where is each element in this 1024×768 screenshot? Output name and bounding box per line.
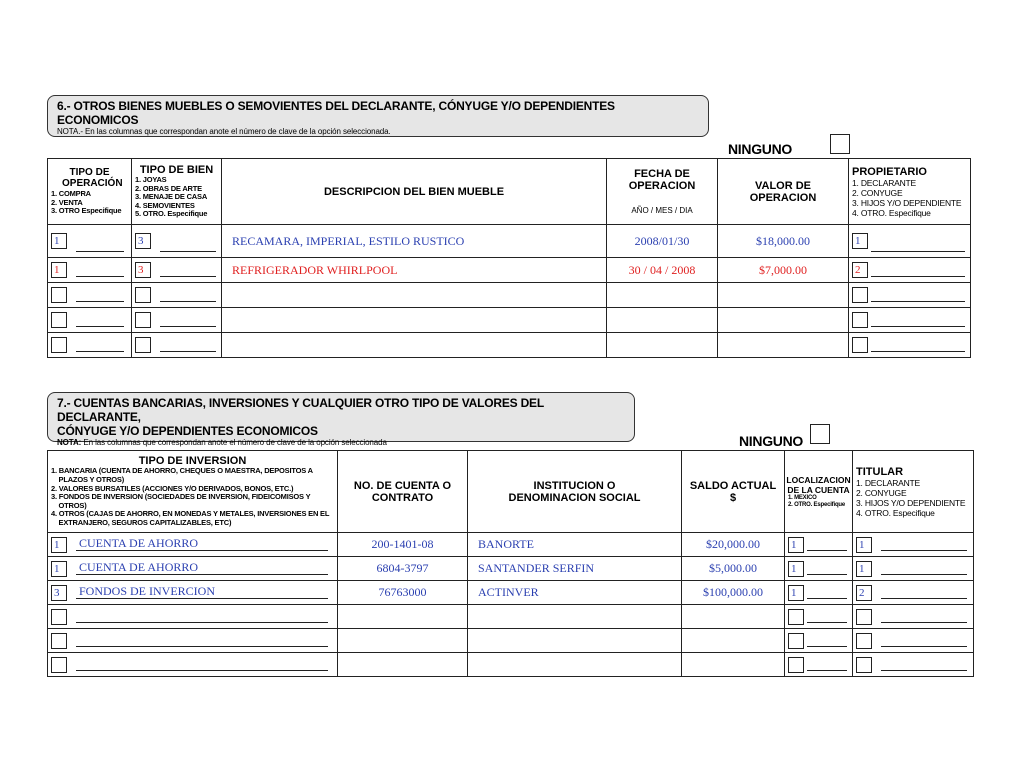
header-institucion [468,451,682,533]
propietario-opt-1: 1. DECLARANTE [852,177,917,188]
propietario-cell [849,333,971,358]
tipo-inversion-opt-3: 2. VALORES BURSATILES (ACCIONES Y/O DERIVADOS, BONOS, ETC.) [51,483,294,493]
tipo-inversion-checkbox[interactable] [51,633,67,649]
table-row [48,333,971,358]
propietario-checkbox[interactable]: 2 [852,262,868,278]
localizacion-cell [785,533,853,557]
tipo-operacion-checkbox-line [76,301,124,302]
descripcion-value: REFRIGERADOR WHIRLPOOL [232,262,398,277]
table-row [48,629,974,653]
titular-checkbox-line [881,598,967,599]
localizacion-cell [785,629,853,653]
institucion-value: BANORTE [478,537,534,551]
localizacion-checkbox-line [807,574,847,575]
tipo-bien-opt-5: 5. OTRO. Especifique [135,209,208,219]
tipo-inversion-cell [48,653,338,677]
propietario-opt-3: 3. HIJOS Y/O DEPENDIENTE [852,197,962,208]
header-institucion-title: INSTITUCION O DENOMINACION SOCIAL [508,479,641,504]
localizacion-cell [785,557,853,581]
tipo-inversion-opt-1: 1. BANCARIA (CUENTA DE AHORRO, CHEQUES O MAESTRA, DEPOSITOS A [51,466,313,476]
titular-cell [853,653,974,677]
tipo-operacion-checkbox-line [76,276,124,277]
titular-checkbox[interactable] [856,657,872,673]
header-tipo-bien [132,159,222,225]
saldo-cell [682,581,785,605]
fecha-cell [607,225,718,258]
tipo-inversion-checkbox-line [76,646,328,647]
tipo-operacion-opt-2: 2. VENTA [51,197,83,207]
fecha-cell [607,308,718,333]
cuenta-cell [338,653,468,677]
table-row [48,581,974,605]
propietario-checkbox[interactable] [852,312,868,328]
titular-checkbox[interactable]: 1 [856,537,872,553]
header-cuenta-title: NO. DE CUENTA O CONTRATO [353,479,452,504]
titular-opt-3: 3. HIJOS Y/O DEPENDIENTE [856,497,966,508]
header-fecha-sub: AÑO / MES / DIA [631,206,693,215]
tipo-inversion-checkbox[interactable] [51,657,67,673]
localizacion-checkbox-line [807,598,847,599]
tipo-inversion-checkbox[interactable] [51,609,67,625]
descripcion-cell [222,225,607,258]
descripcion-value: RECAMARA, IMPERIAL, ESTILO RUSTICO [232,233,465,248]
header-tipo-inversion-title: TIPO DE INVERSION [138,455,247,468]
tipo-bien-checkbox-line [160,351,216,352]
valor-cell [718,333,849,358]
tipo-inversion-cell [48,629,338,653]
propietario-checkbox-line [871,301,965,302]
tipo-bien-checkbox-line [160,251,216,252]
tipo-inversion-opt-2: PLAZOS Y OTROS) [51,475,125,485]
cuenta-value: 76763000 [378,585,427,599]
tipo-operacion-checkbox[interactable]: 1 [51,262,67,278]
saldo-cell [682,557,785,581]
tipo-bien-opt-4: 4. SEMOVIENTES [135,200,195,210]
descripcion-cell [222,308,607,333]
tipo-inversion-cell [48,605,338,629]
tipo-operacion-cell [48,308,132,333]
tipo-bien-checkbox[interactable]: 3 [135,262,151,278]
header-descripcion-title: DESCRIPCION DEL BIEN MUEBLE [323,185,505,198]
tipo-bien-checkbox[interactable]: 3 [135,233,151,249]
propietario-opt-2: 2. CONYUGE [852,187,903,198]
localizacion-opt-1: 1. MEXICO [788,494,817,501]
institucion-cell [468,605,682,629]
fecha-cell [607,258,718,283]
cuenta-value: 200-1401-08 [371,537,434,551]
tipo-inversion-checkbox[interactable]: 3 [51,585,67,601]
institucion-cell [468,557,682,581]
header-descripcion [222,159,607,225]
localizacion-checkbox[interactable]: 1 [788,585,804,601]
localizacion-cell [785,581,853,605]
tipo-bien-checkbox-line [160,326,216,327]
tipo-bien-cell [132,258,222,283]
titular-opt-2: 2. CONYUGE [856,487,907,498]
tipo-operacion-checkbox[interactable] [51,287,67,303]
saldo-value: $100,000.00 [703,585,763,599]
header-titular-title: TITULAR [856,465,904,478]
table-row [48,283,971,308]
tipo-inversion-desc: CUENTA DE AHORRO [79,560,199,574]
institucion-cell [468,533,682,557]
institucion-cell [468,629,682,653]
tipo-inversion-cell [48,557,338,581]
propietario-checkbox-line [871,326,965,327]
tipo-operacion-cell [48,225,132,258]
tipo-bien-checkbox-line [160,301,216,302]
titular-checkbox-line [881,574,967,575]
propietario-checkbox-line [871,351,965,352]
titular-opt-4: 4. OTRO. Especifique [856,507,935,518]
localizacion-checkbox-line [807,670,847,671]
tipo-bien-opt-3: 3. MENAJE DE CASA [135,192,208,202]
localizacion-checkbox[interactable]: 1 [788,537,804,553]
saldo-value: $20,000.00 [706,537,760,551]
saldo-cell [682,533,785,557]
tipo-operacion-checkbox[interactable] [51,312,67,328]
institucion-value: ACTINVER [478,585,539,599]
titular-checkbox[interactable] [856,609,872,625]
section7-note: NOTA: En las columnas que correspondan anote el número de clave de la opción seleccionada [57,438,387,447]
tipo-bien-checkbox-line [160,276,216,277]
header-cuenta [338,451,468,533]
header-tipo-bien-title: TIPO DE BIEN [139,164,214,177]
table-row [48,605,974,629]
tipo-operacion-checkbox-line [76,326,124,327]
saldo-cell [682,605,785,629]
tipo-bien-checkbox[interactable] [135,337,151,353]
propietario-checkbox[interactable] [852,287,868,303]
header-localizacion [785,451,853,533]
institucion-cell [468,653,682,677]
section7-header [47,392,635,447]
titular-cell [853,629,974,653]
tipo-inversion-cell [48,533,338,557]
tipo-inversion-cell [48,581,338,605]
tipo-operacion-opt-1: 1. COMPRA [51,189,91,199]
section6-header [47,95,709,137]
tipo-bien-opt-1: 1. JOYAS [135,175,167,185]
section7-title-line1: 7.- CUENTAS BANCARIAS, INVERSIONES Y CUALQUIER OTRO TIPO DE VALORES DEL DECLARANTE, [57,396,544,424]
localizacion-checkbox[interactable] [788,609,804,625]
fecha-cell [607,333,718,358]
tipo-operacion-opt-3: 3. OTRO Especifique [51,206,122,216]
propietario-cell [849,283,971,308]
tipo-bien-checkbox[interactable] [135,287,151,303]
fecha-cell [607,283,718,308]
section7-table [47,450,974,677]
header-propietario-title: PROPIETARIO [852,165,927,178]
propietario-cell [849,308,971,333]
cuenta-cell [338,581,468,605]
cuenta-cell [338,557,468,581]
header-tipo-inversion [48,451,338,533]
cuenta-cell [338,605,468,629]
header-valor-title: VALOR DE OPERACION [749,179,817,204]
localizacion-checkbox-line [807,550,847,551]
tipo-bien-checkbox[interactable] [135,312,151,328]
titular-checkbox[interactable]: 2 [856,585,872,601]
tipo-bien-cell [132,225,222,258]
descripcion-cell [222,258,607,283]
table-row [48,258,971,283]
section7-ninguno-label: NINGUNO [739,433,804,449]
localizacion-checkbox[interactable]: 1 [788,561,804,577]
saldo-value: $5,000.00 [709,561,757,575]
section7-title-line2: CÓNYUGE Y/O DEPENDIENTES ECONOMICOS [57,424,318,438]
section6-ninguno-checkbox[interactable] [830,134,850,154]
localizacion-cell [785,653,853,677]
tipo-inversion-checkbox[interactable]: 1 [51,537,67,553]
tipo-inversion-checkbox[interactable]: 1 [51,561,67,577]
titular-cell [853,557,974,581]
valor-cell [718,225,849,258]
propietario-cell [849,225,971,258]
valor-value: $18,000.00 [756,233,810,248]
valor-cell [718,258,849,283]
localizacion-opt-2: 2. OTRO. Especifique [788,501,846,508]
header-tipo-operacion-title: TIPO DE OPERACIÓN [62,167,123,190]
descripcion-cell [222,333,607,358]
localizacion-cell [785,605,853,629]
propietario-opt-4: 4. OTRO. Especifique [852,207,931,218]
saldo-cell [682,653,785,677]
titular-cell [853,605,974,629]
section6-note: NOTA.- En las columnas que correspondan anote el número de clave de la opción seleccionada. [57,127,391,136]
localizacion-checkbox[interactable] [788,657,804,673]
tipo-inversion-desc: FONDOS DE INVERCION [79,584,216,598]
valor-value: $7,000.00 [759,262,807,277]
header-titular [853,451,974,533]
header-saldo-title: SALDO ACTUAL [689,479,777,492]
header-fecha-title: FECHA DE OPERACION [628,168,696,192]
section7-ninguno-checkbox[interactable] [810,424,830,444]
titular-checkbox-line [881,670,967,671]
section6-ninguno-label: NINGUNO [728,141,793,157]
tipo-inversion-checkbox-line [76,670,328,671]
tipo-inversion-opt-5: OTROS) [51,500,87,510]
tipo-bien-cell [132,308,222,333]
fecha-value: 2008/01/30 [634,233,690,248]
table-row [48,533,974,557]
titular-cell [853,533,974,557]
header-localizacion-title: LOCALIZACION DE LA CUENTA [786,474,851,495]
localizacion-checkbox-line [807,622,847,623]
cuenta-value: 6804-3797 [376,561,429,575]
tipo-inversion-opt-6: 4. OTROS (CAJAS DE AHORRO, EN MONEDAS Y METALES, INVERSIONES EN EL [51,509,330,519]
table-row [48,557,974,581]
titular-checkbox[interactable]: 1 [856,561,872,577]
table-row [48,308,971,333]
institucion-value: SANTANDER SERFIN [478,561,595,575]
header-fecha [607,159,718,225]
table-row [48,653,974,677]
tipo-operacion-checkbox[interactable] [51,337,67,353]
titular-cell [853,581,974,605]
titular-checkbox[interactable] [856,633,872,649]
cuenta-cell [338,533,468,557]
tipo-bien-cell [132,283,222,308]
table-row [48,225,971,258]
localizacion-checkbox[interactable] [788,633,804,649]
header-saldo-sub: $ [729,491,737,504]
saldo-cell [682,629,785,653]
tipo-inversion-opt-4: 3. FONDOS DE INVERSION (SOCIEDADES DE INVERSION, FIDEICOMISOS Y [51,492,311,502]
header-saldo [682,451,785,533]
propietario-checkbox[interactable] [852,337,868,353]
tipo-operacion-checkbox[interactable]: 1 [51,233,67,249]
cuenta-cell [338,629,468,653]
propietario-checkbox-line [871,276,965,277]
tipo-inversion-desc: CUENTA DE AHORRO [79,536,199,550]
tipo-bien-opt-2: 2. OBRAS DE ARTE [135,183,202,193]
tipo-inversion-checkbox-line [76,622,328,623]
propietario-checkbox-line [871,251,965,252]
header-tipo-operacion [48,159,132,225]
fecha-value: 30 / 04 / 2008 [628,262,696,277]
descripcion-cell [222,283,607,308]
valor-cell [718,283,849,308]
tipo-operacion-checkbox-line [76,351,124,352]
section6-title: 6.- OTROS BIENES MUEBLES O SEMOVIENTES DEL DECLARANTE, CÓNYUGE Y/O DEPENDIENTES ECONOMICOS [57,99,615,127]
tipo-operacion-cell [48,258,132,283]
titular-checkbox-line [881,622,967,623]
propietario-cell [849,258,971,283]
valor-cell [718,308,849,333]
header-propietario [849,159,971,225]
tipo-operacion-cell [48,283,132,308]
tipo-bien-cell [132,333,222,358]
section6-table [47,158,971,358]
tipo-inversion-opt-7: EXTRANJERO, SEGUROS CAPITALIZABLES, ETC) [51,517,232,527]
tipo-operacion-cell [48,333,132,358]
localizacion-checkbox-line [807,646,847,647]
header-valor [718,159,849,225]
titular-checkbox-line [881,646,967,647]
titular-checkbox-line [881,550,967,551]
institucion-cell [468,581,682,605]
propietario-checkbox[interactable]: 1 [852,233,868,249]
tipo-operacion-checkbox-line [76,251,124,252]
titular-opt-1: 1. DECLARANTE [856,477,921,488]
